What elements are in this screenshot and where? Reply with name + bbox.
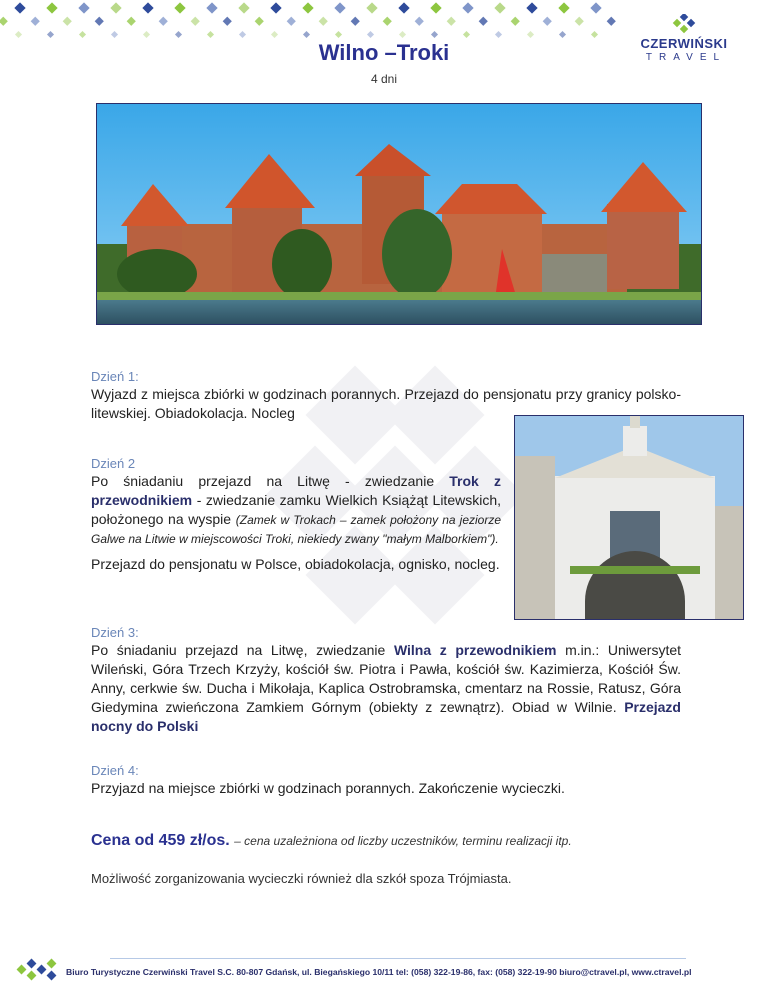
day-3-highlight: Wilna z przewodnikiem <box>393 642 557 658</box>
header-diamond <box>238 2 249 13</box>
header-diamond <box>559 31 566 38</box>
header-diamond <box>575 17 584 26</box>
header-diamond <box>255 17 264 26</box>
header-diamond <box>47 31 54 38</box>
header-diamond <box>159 17 168 26</box>
header-diamond <box>319 17 328 26</box>
header-diamond <box>223 17 232 26</box>
header-diamond <box>14 2 25 13</box>
header-diamond <box>239 31 246 38</box>
header-diamond <box>142 2 153 13</box>
header-diamond <box>543 17 552 26</box>
header-diamond <box>463 31 470 38</box>
day-2-part-1: Po śniadaniu przejazd na Litwę - zwiedzanie <box>91 473 435 489</box>
header-diamond <box>175 31 182 38</box>
header-diamond <box>415 17 424 26</box>
header-diamond <box>383 17 392 26</box>
footer-diamonds-icon <box>14 957 62 983</box>
header-diamond <box>270 2 281 13</box>
header-diamond <box>462 2 473 13</box>
header-diamond <box>591 31 598 38</box>
day-2-text <box>91 472 501 548</box>
day-3-text <box>91 641 681 736</box>
day-3-label: Dzień 3: <box>91 625 139 640</box>
header-diamond <box>207 31 214 38</box>
header-diamond <box>431 31 438 38</box>
header-diamond <box>0 17 8 26</box>
header-diamond <box>46 2 57 13</box>
header-diamond <box>302 2 313 13</box>
price-main: Cena od 459 zł/os. <box>91 832 230 849</box>
header-diamond <box>495 31 502 38</box>
header-diamond <box>590 2 601 13</box>
header-diamond <box>191 17 200 26</box>
header-diamond <box>110 2 121 13</box>
header-diamond <box>494 2 505 13</box>
extra-info: Możliwość zorganizowania wycieczki również dla szkół spoza Trójmiasta. <box>91 871 512 886</box>
header-diamond <box>334 2 345 13</box>
trip-duration: 4 dni <box>370 72 398 86</box>
header-diamond <box>143 31 150 38</box>
header-diamond <box>206 2 217 13</box>
header-diamond <box>479 17 488 26</box>
price-info <box>91 832 572 850</box>
day-1-label: Dzień 1: <box>91 369 139 384</box>
trakai-castle-photo <box>96 103 702 325</box>
header-diamond <box>511 17 520 26</box>
logo-brand-sub: TRAVEL <box>645 52 727 63</box>
header-diamond <box>430 2 441 13</box>
header-diamond <box>127 17 136 26</box>
header-diamond <box>78 2 89 13</box>
header-diamond <box>31 17 40 26</box>
header-diamond <box>607 17 616 26</box>
page-title: Wilno –Troki <box>318 40 450 65</box>
price-note: – cena uzależniona od liczby uczestników, terminu realizacji itp. <box>234 834 572 848</box>
day-2-part-2: - zwiedzanie zamku Wielkich Książąt Litewskich, położonego na wyspie <box>91 492 502 527</box>
header-diamond <box>15 31 22 38</box>
footer-divider <box>110 958 686 959</box>
header-diamond <box>111 31 118 38</box>
day-1-text: Wyjazd z miejsca zbiórki w godzinach porannych. Przejazd do pensjonatu przy granicy polsko-litewskiej. Obiadokolacja. Nocleg <box>91 386 681 421</box>
header-diamond <box>79 31 86 38</box>
header-diamond <box>367 31 374 38</box>
gate-of-dawn-photo <box>514 415 744 620</box>
day-2-highlight: Trok z przewodnikiem <box>91 473 502 508</box>
header-diamond <box>366 2 377 13</box>
header-diamond <box>271 31 278 38</box>
footer-contact: Biuro Turystyczne Czerwiński Travel S.C. 80-807 Gdańsk, ul. Biegańskiego 10/11 tel: (058) 322-19-86, fax: (058) 322-19-90 biuro@ctravel.pl, www.ctravel.pl <box>66 967 692 977</box>
day-3-part-1: Po śniadaniu przejazd na Litwę, zwiedzanie <box>91 642 386 658</box>
header-diamond <box>63 17 72 26</box>
header-diamond <box>351 17 360 26</box>
header-diamond <box>287 17 296 26</box>
day-4-text: Przyjazd na miejsce zbiórki w godzinach porannych. Zakończenie wycieczki. <box>91 780 565 796</box>
day-2-text-end: Przejazd do pensjonatu w Polsce, obiadokolacja, ognisko, nocleg. <box>91 556 500 572</box>
day-2-note: (Zamek w Trokach – zamek położony na jeziorze Galwe na Litwie w miejscowości Troki, niekiedy zwany "małym Malborkiem"). <box>91 513 502 546</box>
day-4-label: Dzień 4: <box>91 763 139 778</box>
header-diamond <box>526 2 537 13</box>
header-diamond <box>335 31 342 38</box>
header-diamond <box>527 31 534 38</box>
header-diamond <box>398 2 409 13</box>
logo-diamonds-icon <box>668 14 700 34</box>
day-2-label: Dzień 2 <box>91 456 136 471</box>
header-diamond <box>95 17 104 26</box>
header-diamond <box>174 2 185 13</box>
day-3-highlight-2: Przejazd nocny do Polski <box>91 699 681 734</box>
header-diamond <box>558 2 569 13</box>
header-diamond <box>447 17 456 26</box>
header-diamond <box>303 31 310 38</box>
logo-brand-name: CZERWIŃSKI <box>640 36 728 51</box>
day-3-part-2: m.in.: Uniwersytet Wileński, Góra Trzech Krzyży, kościół św. Piotra i Pawła, kościół św. Kazimierza, Kościół Św. Anny, cerkwie św. Ducha i Mikołaja, Kaplica Ostrobramska, cmentarz na Rossie, Ratusz, Góra Giedymina zwieńczona Zamkiem Górnym (obiekty z zewnątrz). Obiad w Wilnie. <box>91 642 682 715</box>
header-diamond <box>399 31 406 38</box>
